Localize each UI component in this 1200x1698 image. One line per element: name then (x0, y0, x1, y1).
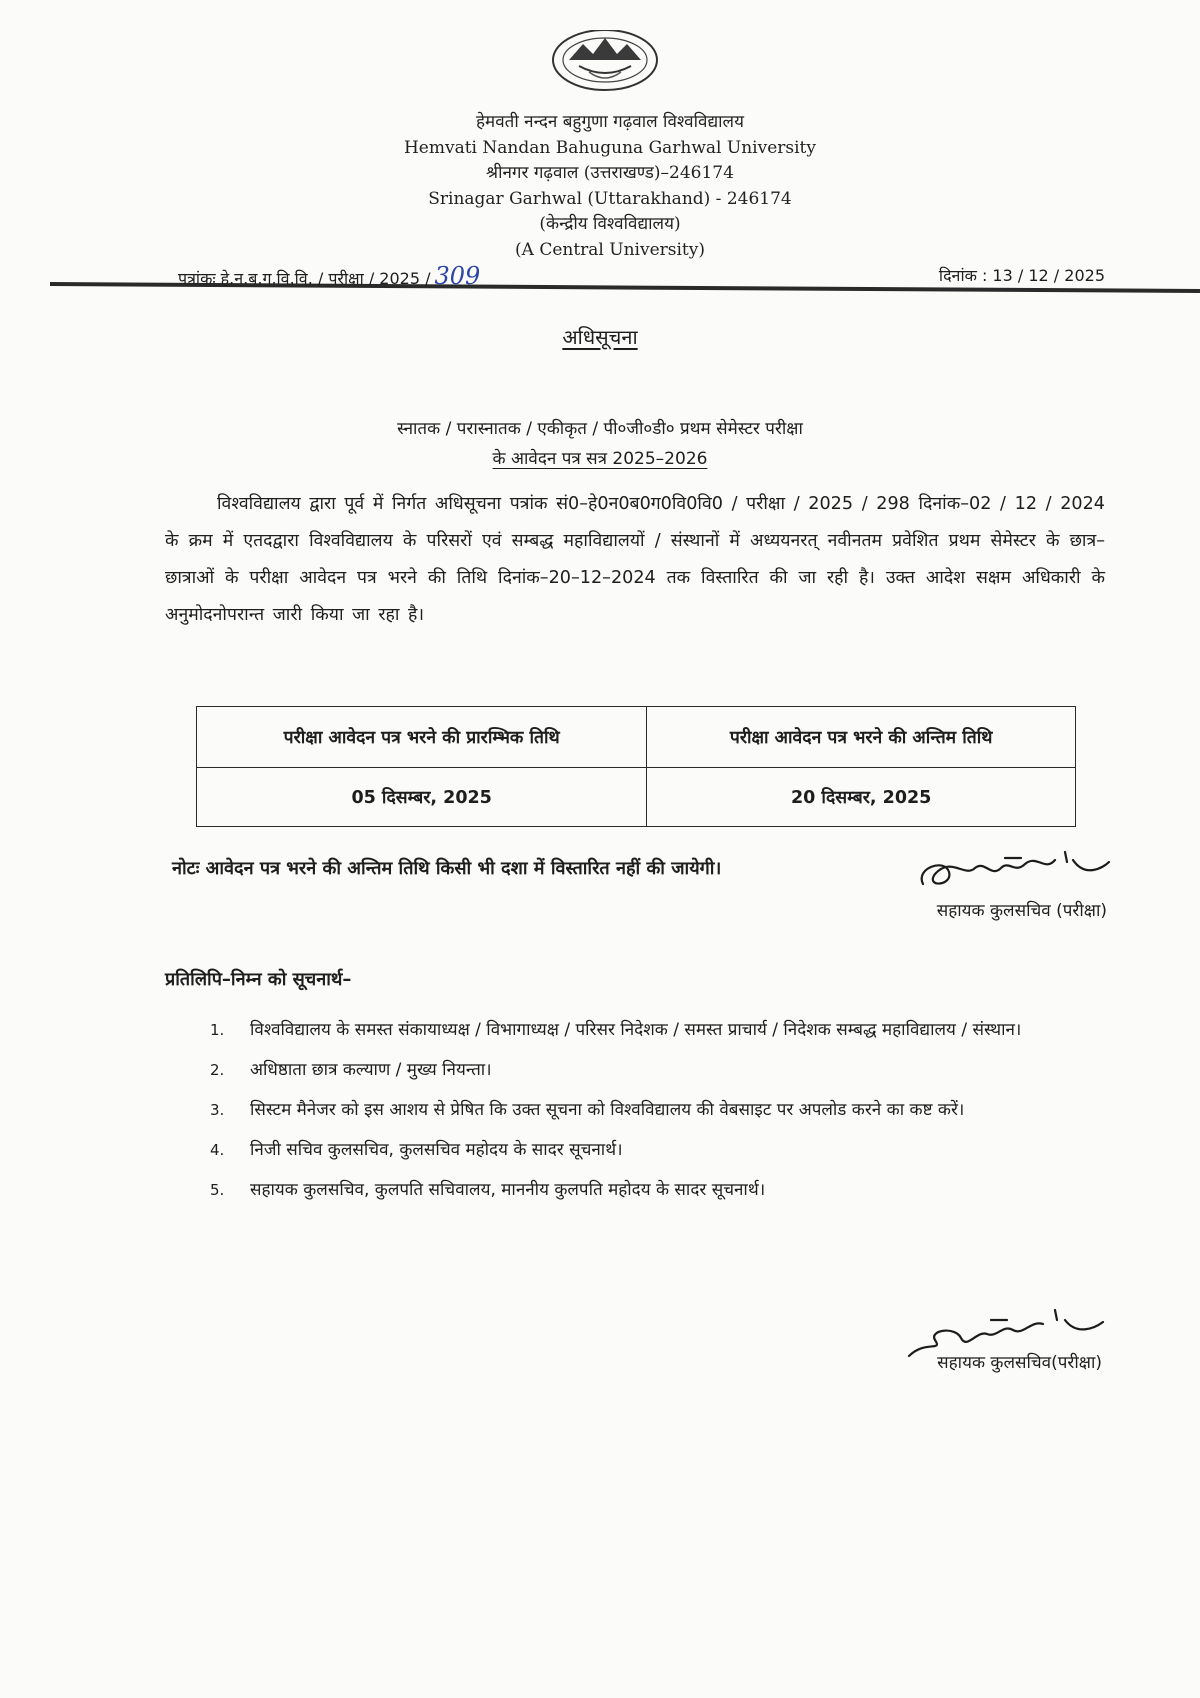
table-row (197, 768, 1076, 827)
list-item-number: 5. (210, 1181, 225, 1199)
reference-prefix: पत्रांकः हे.न.ब.ग.वि.वि. / परीक्षा / 2025 / (178, 269, 431, 288)
address-english: Srinagar Garhwal (Uttarakhand) - 246174 (428, 188, 792, 209)
list-item-text: विश्वविद्यालय के समस्त संकायाध्यक्ष / विभागाध्यक्ष / परिसर निदेशक / समस्त प्राचार्य / निदेशक सम्बद्ध महाविद्यालय / संस्थान। (250, 1020, 1022, 1040)
reference-number (178, 262, 480, 290)
subject-line-1: स्नातक / परास्नातक / एकीकृत / पी०जी०डी० प्रथम सेमेस्टर परीक्षा (397, 419, 803, 439)
university-type-english: (A Central University) (515, 239, 705, 260)
notice-body: विश्वविद्यालय द्वारा पूर्व में निर्गत अधिसूचना पत्रांक सं0–हे0न0ब0ग0वि0वि0 / परीक्षा / 2025 / 298 दिनांक–02 / 12 / 2024 के क्रम में एतदद्वारा विश्वविद्यालय के परिसरों एवं सम्बद्ध महाविद्यालयों / संस्थानों में अध्ययनरत् नवीनतम प्रवेशित प्रथम सेमेस्टर के छात्र–छात्राओं के परीक्षा आवेदन पत्र भरने की तिथि दिनांक–20–12–2024 तक विस्तारित की जा रही है। उक्त आदेश सक्षम अधिकारी के अनुमोदनोपरान्त जारी किया जा रहा है। (165, 494, 1105, 625)
university-type-hindi: (केन्द्रीय विश्वविद्यालय) (539, 214, 681, 235)
end-date-value: 20 दिसम्बर, 2025 (647, 768, 1076, 827)
signatory-title-2: सहायक कुलसचिव(परीक्षा) (937, 1353, 1102, 1373)
copy-heading: प्रतिलिपि–निम्न को सूचनार्थ– (165, 969, 352, 990)
notice-subject (0, 414, 1200, 474)
start-date-value: 05 दिसम्बर, 2025 (197, 768, 647, 827)
table-header-row (197, 707, 1076, 768)
list-item-number: 4. (210, 1141, 225, 1159)
note-text: नोटः आवेदन पत्र भरने की अन्तिम तिथि किसी भी दशा में विस्तारित नहीं की जायेगी। (172, 858, 722, 879)
header-start-date: परीक्षा आवेदन पत्र भरने की प्रारम्भिक तिथि (197, 707, 647, 768)
list-item-number: 3. (210, 1101, 225, 1119)
dates-table (196, 706, 1076, 827)
list-item-text: सहायक कुलसचिव, कुलपति सचिवालय, माननीय कुलपति महोदय के सादर सूचनार्थ। (250, 1180, 766, 1200)
list-item-number: 2. (210, 1061, 225, 1079)
address-hindi: श्रीनगर गढ़वाल (उत्तराखण्ड)–246174 (486, 163, 734, 184)
list-item (210, 1092, 1110, 1128)
university-emblem-logo (549, 30, 661, 98)
list-item-text: सिस्टम मैनेजर को इस आशय से प्रेषित कि उक्त सूचना को विश्वविद्यालय की वेबसाइट पर अपलोड करने का कष्ट करें। (250, 1100, 965, 1120)
list-item (210, 1012, 1110, 1048)
list-item-text: निजी सचिव कुलसचिव, कुलसचिव महोदय के सादर सूचनार्थ। (250, 1140, 623, 1160)
signature-1 (905, 838, 1115, 898)
list-item (210, 1052, 1110, 1088)
reference-handwritten-number: 309 (434, 262, 481, 290)
copy-list (210, 1012, 1110, 1212)
header-end-date: परीक्षा आवेदन पत्र भरने की अन्तिम तिथि (647, 707, 1076, 768)
list-item-text: अधिष्ठाता छात्र कल्याण / मुख्य नियन्ता। (250, 1060, 492, 1080)
subject-line-2: के आवेदन पत्र सत्र 2025–2026 (492, 449, 708, 469)
list-item (210, 1132, 1110, 1168)
university-name-hindi: हेमवती नन्दन बहुगुणा गढ़वाल विश्वविद्यालय (476, 112, 744, 132)
list-item (210, 1172, 1110, 1208)
signatory-title: सहायक कुलसचिव (परीक्षा) (936, 901, 1107, 921)
university-name-english: Hemvati Nandan Bahuguna Garhwal University (403, 137, 816, 158)
notice-title: अधिसूचना (562, 325, 638, 349)
letter-date: दिनांक : 13 / 12 / 2025 (938, 266, 1105, 285)
university-header (330, 110, 890, 264)
list-item-number: 1. (210, 1021, 225, 1039)
